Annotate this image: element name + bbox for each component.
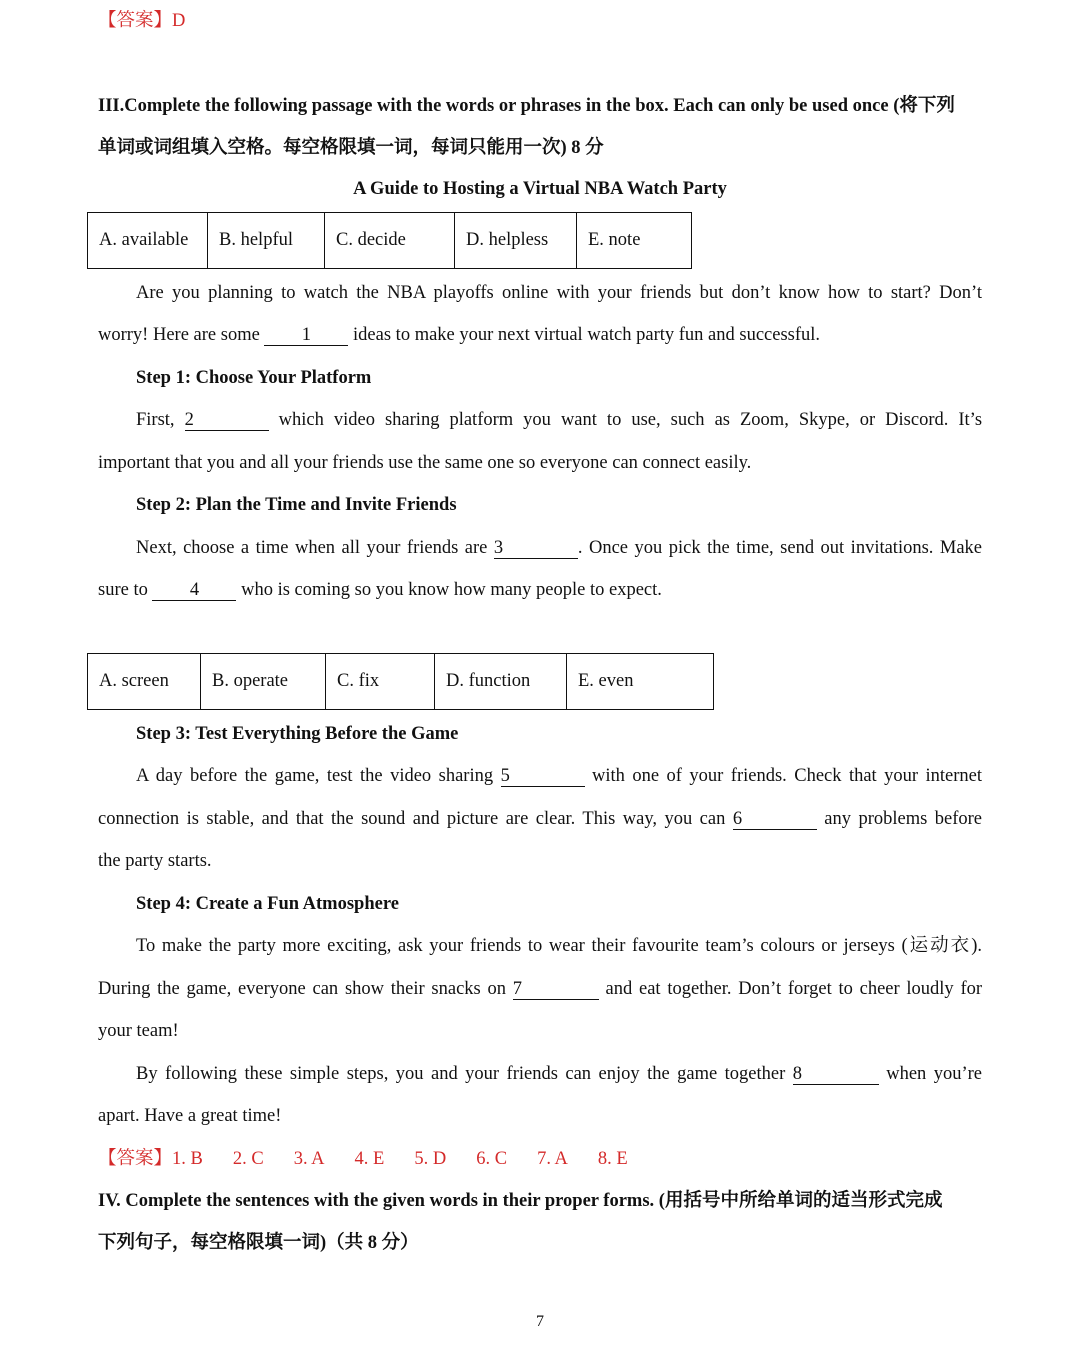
answer-item: 5. D [414,1149,447,1169]
step-4-line: To make the party more exciting, ask your friends to wear their favourite team’s colours or jerseys (运动衣). [136,936,982,956]
word-option: E. even [567,654,714,710]
step-2-heading: Step 2: Plan the Time and Invite Friends [136,495,457,515]
paragraph-1-line: worry! Here are some 1 ideas to make your next virtual watch party fun and successful. [98,325,821,345]
word-option: B. helpful [208,213,325,269]
step-1-line: important that you and all your friends use the same one so everyone can connect easily. [98,453,752,473]
step-1-line: First, 2 which video sharing platform you want to use, such as Zoom, Skype, or Discord. It’s [136,410,983,430]
blank-2: 2 [185,410,269,431]
step-4-heading: Step 4: Create a Fun Atmosphere [136,894,399,914]
section4-heading-cont: 下列句子，每空格限填一词)（共 8 分） [98,1233,419,1253]
page-number: 7 [536,1313,544,1330]
step-3-heading: Step 3: Test Everything Before the Game [136,724,459,744]
word-option: A. screen [88,654,201,710]
word-option: B. operate [201,654,326,710]
blank-5: 5 [501,766,585,787]
blank-6: 6 [733,809,817,830]
word-option: D. helpless [455,213,577,269]
step-3-line: connection is stable, and that the sound and picture are clear. This way, you can 6 any problems before [98,809,983,829]
word-option: D. function [435,654,567,710]
answer-item: 7. A [537,1149,568,1169]
answer-item: 8. E [597,1149,628,1169]
step-3-line: A day before the game, test the video sharing 5 with one of your friends. Check that your internet [136,766,983,786]
section4-heading: IV. Complete the sentences with the given words in their proper forms. (用括号中所给单词的适当形式完成 [98,1191,943,1211]
word-option: C. fix [326,654,435,710]
step-4-line: During the game, everyone can show their snacks on 7 and eat together. Don’t forget to cheer loudly for [98,979,983,999]
answer-item: 1. B [172,1149,203,1169]
section3-answers: 【答案】1. B 2. C 3. A 4. E 5. D 6. C 7. A 8. E [98,1149,628,1169]
answer-item: 6. C [476,1149,508,1169]
step-3-line: the party starts. [98,851,212,871]
blank-8: 8 [793,1064,879,1085]
blank-4: 4 [152,580,236,601]
section3-heading: III.Complete the following passage with the words or phrases in the box. Each can only be used once (将下列 [98,96,955,116]
step-2-line: sure to 4 who is coming so you know how many people to expect. [98,580,662,600]
answer-item: 3. A [293,1149,325,1169]
closing-line: By following these simple steps, you and your friends can enjoy the game together 8 when you’re [136,1064,983,1084]
word-box-2 [87,653,714,710]
word-box-1 [87,212,692,269]
top-answer: 【答案】D [98,11,186,31]
closing-line: apart. Have a great time! [98,1106,282,1126]
word-option: A. available [88,213,208,269]
step-1-heading: Step 1: Choose Your Platform [136,368,372,388]
word-option: E. note [577,213,692,269]
blank-7: 7 [513,979,599,1000]
answer-item: 4. E [354,1149,385,1169]
word-option: C. decide [325,213,455,269]
passage-title: A Guide to Hosting a Virtual NBA Watch Party [353,179,727,199]
answer-item: 2. C [232,1149,264,1169]
step-4-line: your team! [98,1021,179,1041]
blank-1: 1 [264,325,348,346]
paragraph-1-line: Are you planning to watch the NBA playoffs online with your friends but don’t know how to start? Don’t [136,283,982,303]
blank-3: 3 [494,538,578,559]
step-2-line: Next, choose a time when all your friends are 3 . Once you pick the time, send out invitations. Make [136,538,983,558]
section3-heading-cont: 单词或词组填入空格。每空格限填一词，每词只能用一次) 8 分 [98,138,604,158]
